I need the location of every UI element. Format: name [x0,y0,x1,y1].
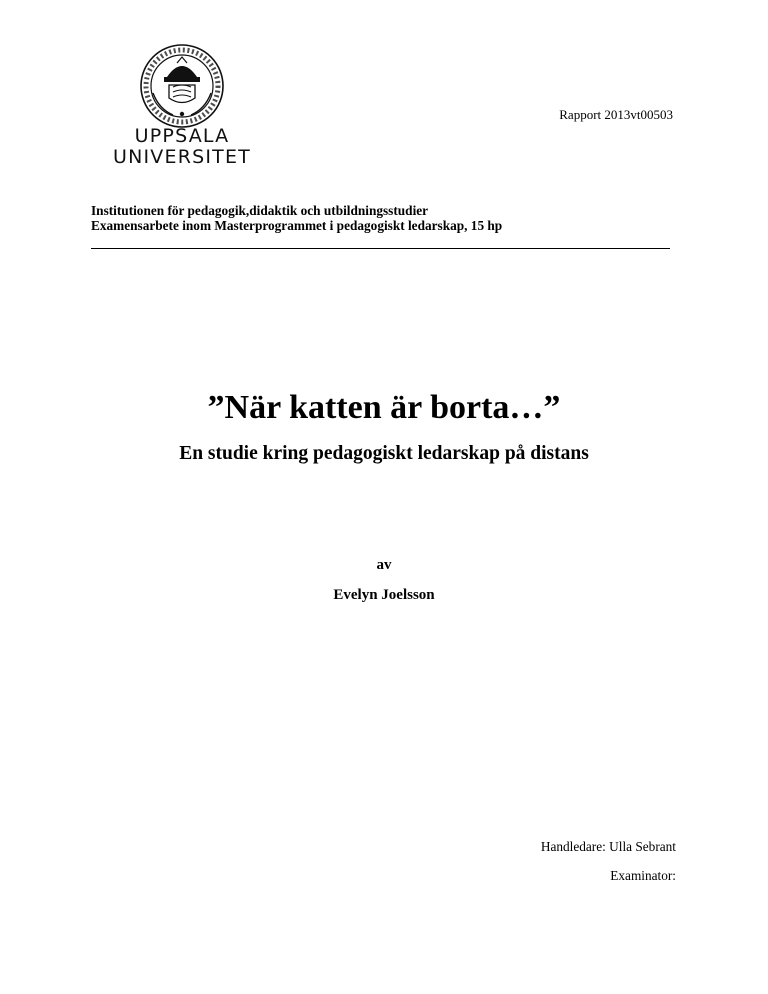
program-name: Examensarbete inom Masterprogrammet i pedagogiskt ledarskap, 15 hp [91,218,503,233]
institution-block [91,203,502,233]
by-label: av [376,557,392,573]
author-name: Evelyn Joelsson [333,587,435,603]
thesis-title: ”När katten är borta…” [207,389,561,426]
university-name [107,126,257,168]
university-seal-icon [139,43,225,129]
report-number: Rapport 2013vt00503 [559,107,673,122]
thesis-subtitle: En studie kring pedagogiskt ledarskap på distans [179,443,589,464]
divider-line [91,248,670,249]
supervisor-line: Handledare: Ulla Sebrant [540,839,676,854]
examiner-line: Examinator: [610,868,676,883]
university-name-line2: UNIVERSITET [112,146,251,168]
university-name-line1: UPPSALA [134,125,230,147]
department-name: Institutionen för pedagogik,didaktik och utbildningsstudier [91,203,429,218]
